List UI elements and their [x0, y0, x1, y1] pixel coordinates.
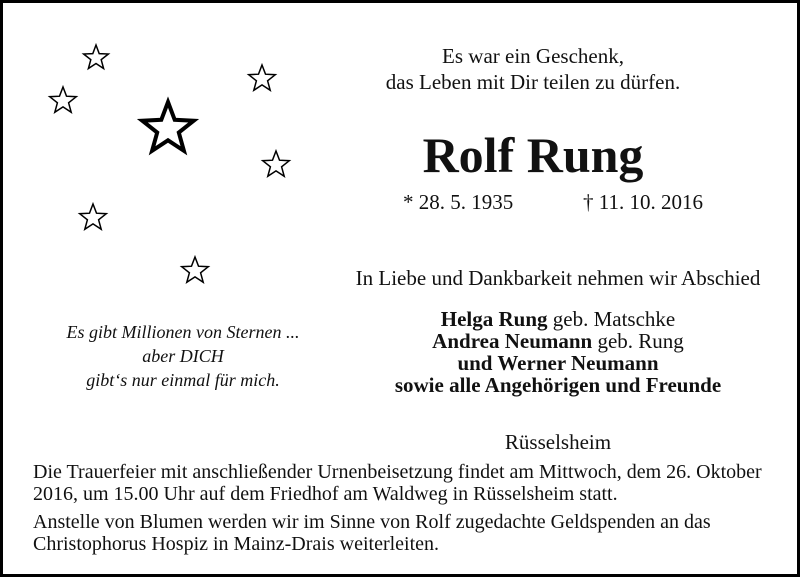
star-icon: [50, 87, 77, 112]
farewell-text: In Liebe und Dankbarkeit nehmen wir Abschied: [355, 266, 761, 290]
birth-date: * 28. 5. 1935: [403, 190, 514, 214]
mourner-1-maiden: geb. Matschke: [547, 307, 676, 331]
funeral-notice: Die Trauerfeier mit anschließender Urnenbeisetzung findet am Mittwoch, dem 26. Oktober 2016, um 15.00 Uhr auf dem Friedhof am Waldweg in Rüsselsheim statt.: [33, 461, 762, 505]
star-icon: [80, 204, 107, 229]
star-icon: [249, 65, 276, 90]
mourner-3: und Werner Neumann: [457, 351, 659, 375]
deceased-name: Rolf Rung: [422, 127, 644, 183]
stars-decoration: [3, 3, 333, 303]
mourner-1: [333, 308, 783, 330]
notes: [33, 461, 783, 561]
death-date: † 11. 10. 2016: [583, 190, 703, 214]
quote: [33, 320, 333, 392]
star-icon: [84, 45, 109, 69]
quote-line-2: aber DICH: [142, 346, 224, 366]
mourner-4: sowie alle Angehörigen und Freunde: [394, 373, 722, 397]
mourner-1-name: Helga Rung: [440, 307, 548, 331]
star-icon: [142, 102, 193, 151]
quote-line-3: gibt‘s nur einmal für mich.: [86, 370, 280, 390]
town: Rüsselsheim: [504, 430, 612, 454]
motto: [343, 43, 723, 95]
mourners-list: [333, 308, 783, 396]
mourner-2-name: Andrea Neumann: [432, 329, 593, 353]
motto-line-2: das Leben mit Dir teilen zu dürfen.: [385, 70, 681, 94]
mourner-2: [333, 330, 783, 352]
donation-notice: Anstelle von Blumen werden wir im Sinne von Rolf zugedachte Geldspenden an das Christophorus Hospiz in Mainz-Drais weiterleiten.: [33, 511, 711, 555]
motto-line-1: Es war ein Geschenk,: [442, 44, 624, 68]
quote-line-1: Es gibt Millionen von Sternen ...: [66, 322, 300, 342]
star-icon: [263, 151, 290, 176]
mourner-2-maiden: geb. Rung: [592, 329, 684, 353]
star-icon: [182, 257, 209, 282]
